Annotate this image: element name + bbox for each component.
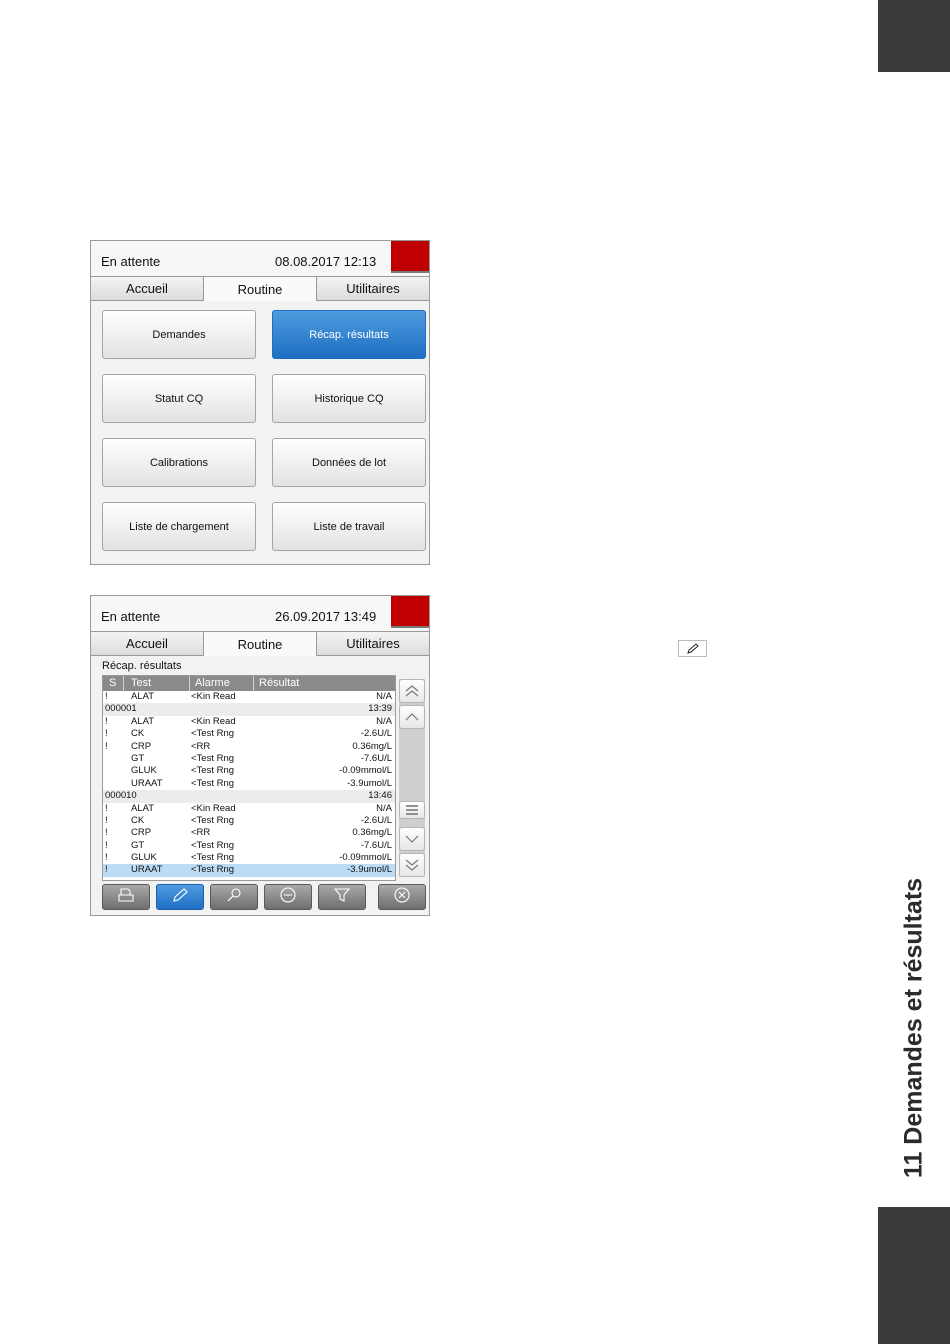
table-row[interactable] <box>103 716 395 728</box>
test-name: GT <box>131 839 145 851</box>
calibrations-button[interactable]: Calibrations <box>102 438 256 487</box>
alarm-text: <Test Rng <box>191 777 235 789</box>
recap-resultats-button[interactable]: Récap. résultats <box>272 310 426 359</box>
table-row[interactable] <box>103 840 395 852</box>
search-button[interactable] <box>210 884 258 910</box>
status-text: En attente <box>101 609 161 624</box>
col-test[interactable]: Test <box>131 677 152 689</box>
alarm-text: <Test Rng <box>191 765 235 777</box>
liste-de-chargement-button[interactable]: Liste de chargement <box>102 502 256 551</box>
close-icon <box>393 886 411 909</box>
status-flag: ! <box>105 691 108 702</box>
status-flag: ! <box>105 740 108 752</box>
result-value: -3.9umol/L <box>347 777 392 789</box>
section-title: Récap. résultats <box>102 660 182 672</box>
search-icon <box>225 887 243 908</box>
table-row[interactable] <box>103 691 395 703</box>
tab-accueil[interactable]: Accueil <box>91 276 204 301</box>
status-datetime: 26.09.2017 13:49 <box>275 609 377 624</box>
result-value: N/A <box>376 715 392 727</box>
test-name: URAAT <box>131 864 163 876</box>
result-value: -2.6U/L <box>360 728 392 740</box>
print-icon <box>117 887 135 908</box>
alarm-text: <Kin Read <box>191 691 236 702</box>
test-name: ALAT <box>131 802 155 814</box>
result-value: -2.6U/L <box>360 814 392 826</box>
sample-time: 13:46 <box>368 790 392 802</box>
status-bar <box>91 596 429 632</box>
remove-button[interactable] <box>264 884 312 910</box>
routine-menu-screen <box>90 240 430 565</box>
page-down-icon[interactable] <box>399 853 425 877</box>
chapter-title: 11 Demandes et résultats <box>899 877 928 1179</box>
test-name: GLUK <box>131 852 157 864</box>
test-name: GT <box>131 752 145 764</box>
table-row[interactable] <box>103 815 395 827</box>
result-value: 0.36mg/L <box>352 740 392 752</box>
status-flag: ! <box>105 864 108 876</box>
col-alarme[interactable]: Alarme <box>195 677 230 689</box>
sample-time: 13:39 <box>368 703 392 715</box>
tab-utilitaires[interactable]: Utilitaires <box>317 276 429 301</box>
status-flag: ! <box>105 852 108 864</box>
table-body <box>103 691 395 877</box>
status-flag: ! <box>105 839 108 851</box>
down-icon[interactable] <box>399 827 425 851</box>
alarm-text: <Test Rng <box>191 728 235 740</box>
menu-icon[interactable] <box>399 801 425 819</box>
demandes-button[interactable]: Demandes <box>102 310 256 359</box>
table-row[interactable] <box>103 803 395 815</box>
result-value: N/A <box>376 691 392 702</box>
tab-routine[interactable]: Routine <box>204 631 317 656</box>
pencil-icon <box>678 640 707 657</box>
result-value: -3.9umol/L <box>347 864 392 876</box>
sample-id: 000010 <box>105 790 137 802</box>
results-table <box>102 675 396 881</box>
test-name: CK <box>131 814 145 826</box>
status-flag: ! <box>105 814 108 826</box>
edit-button[interactable] <box>156 884 204 910</box>
header-divider <box>253 676 254 691</box>
table-row[interactable] <box>103 765 395 777</box>
tab-utilitaires[interactable]: Utilitaires <box>317 631 429 656</box>
test-name: ALAT <box>131 715 155 727</box>
result-value: 0.36mg/L <box>352 827 392 839</box>
result-value: -0.09mmol/L <box>339 765 392 777</box>
sample-group-row[interactable] <box>103 790 395 802</box>
result-value: N/A <box>376 802 392 814</box>
table-row[interactable] <box>103 741 395 753</box>
status-text: En attente <box>101 254 161 269</box>
alarm-text: <Kin Read <box>191 715 236 727</box>
test-name: CK <box>131 728 145 740</box>
test-name: CRP <box>131 827 152 839</box>
status-bar <box>91 241 429 277</box>
alarm-text: <Test Rng <box>191 752 235 764</box>
edit-icon <box>171 887 189 908</box>
test-name: GLUK <box>131 765 157 777</box>
statut-cq-button[interactable]: Statut CQ <box>102 374 256 423</box>
table-header <box>103 676 395 691</box>
alarm-text: <Test Rng <box>191 864 235 876</box>
status-indicator[interactable] <box>391 241 429 273</box>
tab-bar <box>91 631 429 657</box>
status-datetime: 08.08.2017 12:13 <box>275 254 377 269</box>
filter-icon <box>333 887 351 908</box>
test-name: URAAT <box>131 777 163 789</box>
alarm-text: <Test Rng <box>191 814 235 826</box>
status-flag: ! <box>105 728 108 740</box>
chapter-tab-top <box>878 0 950 72</box>
scrollbar[interactable] <box>399 679 425 877</box>
tab-routine[interactable]: Routine <box>204 276 317 301</box>
alarm-text: <Test Rng <box>191 839 235 851</box>
alarm-text: <RR <box>191 740 211 752</box>
table-row[interactable] <box>103 864 395 876</box>
result-value: -0.09mmol/L <box>339 852 392 864</box>
chapter-tab-bottom <box>878 1207 950 1344</box>
close-button[interactable] <box>378 884 426 910</box>
remove-icon <box>279 886 297 909</box>
table-row[interactable] <box>103 728 395 740</box>
table-row[interactable] <box>103 778 395 790</box>
header-divider <box>189 676 190 691</box>
page-up-icon[interactable] <box>399 679 425 703</box>
col-s[interactable]: S <box>109 677 117 689</box>
table-row[interactable] <box>103 753 395 765</box>
liste-de-travail-button[interactable]: Liste de travail <box>272 502 426 551</box>
result-value: -7.6U/L <box>360 839 392 851</box>
test-name: ALAT <box>131 691 155 702</box>
table-row[interactable] <box>103 827 395 839</box>
alarm-text: <RR <box>191 827 211 839</box>
header-divider <box>123 676 124 691</box>
results-summary-screen <box>90 595 430 916</box>
status-flag: ! <box>105 802 108 814</box>
up-icon[interactable] <box>399 705 425 729</box>
print-button[interactable] <box>102 884 150 910</box>
sample-id: 000001 <box>105 703 137 715</box>
historique-cq-button[interactable]: Historique CQ <box>272 374 426 423</box>
status-flag: ! <box>105 715 108 727</box>
sample-group-row[interactable] <box>103 703 395 715</box>
col-resultat[interactable]: Résultat <box>259 677 300 689</box>
tab-bar <box>91 276 429 302</box>
result-value: -7.6U/L <box>360 752 392 764</box>
alarm-text: <Test Rng <box>191 852 235 864</box>
tab-accueil[interactable]: Accueil <box>91 631 204 656</box>
alarm-text: <Kin Read <box>191 802 236 814</box>
donnees-de-lot-button[interactable]: Données de lot <box>272 438 426 487</box>
filter-button[interactable] <box>318 884 366 910</box>
test-name: CRP <box>131 740 152 752</box>
status-indicator[interactable] <box>391 596 429 628</box>
status-flag: ! <box>105 827 108 839</box>
table-row[interactable] <box>103 852 395 864</box>
